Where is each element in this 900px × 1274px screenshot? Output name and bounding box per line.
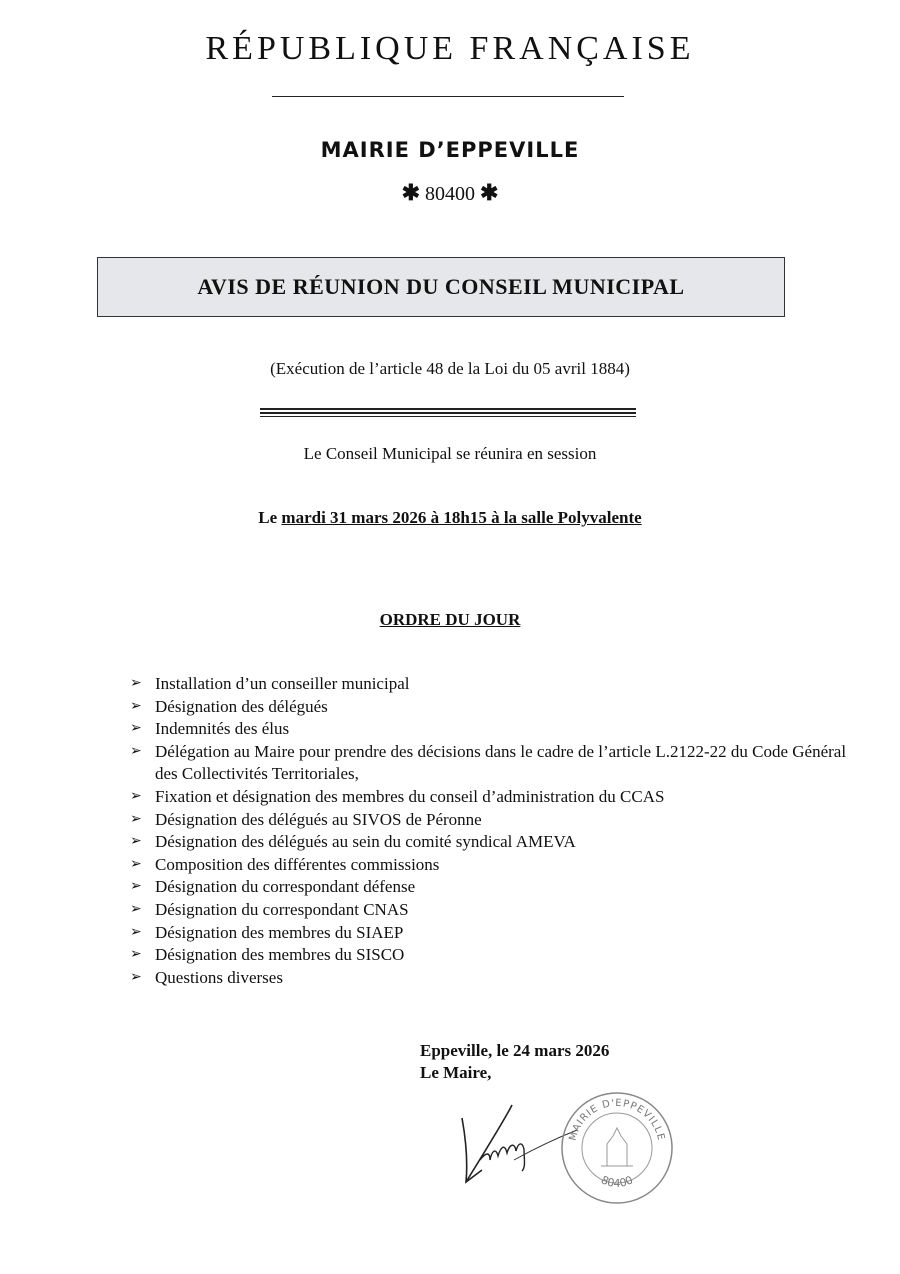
agenda-list xyxy=(130,673,850,989)
postcode: 80400 xyxy=(425,183,475,205)
arrow-bullet-icon: ➢ xyxy=(130,834,142,850)
agenda-item-text: Indemnités des élus xyxy=(155,719,290,739)
svg-text:80400 xyxy=(599,1173,635,1190)
mairie-stamp xyxy=(557,1088,677,1208)
stamp-text-bottom: 80400 xyxy=(598,1173,636,1190)
postcode-line xyxy=(0,180,900,206)
arrow-bullet-icon: ➢ xyxy=(130,743,142,759)
arrow-bullet-icon: ➢ xyxy=(130,901,142,917)
agenda-item-text: Composition des différentes commissions xyxy=(155,854,440,874)
ordre-du-jour-heading: ORDRE DU JOUR xyxy=(379,610,521,629)
agenda-item xyxy=(130,696,850,719)
agenda-item xyxy=(130,809,850,832)
double-divider xyxy=(260,408,636,418)
agenda-item xyxy=(130,741,850,786)
arrow-bullet-icon: ➢ xyxy=(130,879,142,895)
agenda-item-text: Désignation du correspondant défense xyxy=(155,877,416,897)
agenda-item xyxy=(130,831,850,854)
document-title: AVIS DE RÉUNION DU CONSEIL MUNICIPAL xyxy=(197,274,685,299)
arrow-bullet-icon: ➢ xyxy=(130,811,142,827)
agenda-item xyxy=(130,922,850,945)
agenda-item-text: Désignation des délégués au SIVOS de Péronne xyxy=(155,809,482,829)
agenda-item-text: Désignation des délégués au sein du comité syndical AMEVA xyxy=(155,832,576,852)
arrow-bullet-icon: ➢ xyxy=(130,788,142,804)
title-box xyxy=(97,257,785,317)
session-text: Le Conseil Municipal se réunira en session xyxy=(303,444,597,463)
star-icon: ✱ xyxy=(401,180,420,205)
arrow-bullet-icon: ➢ xyxy=(130,856,142,872)
arrow-bullet-icon: ➢ xyxy=(130,947,142,963)
agenda-item xyxy=(130,854,850,877)
header-divider xyxy=(272,96,624,97)
arrow-bullet-icon: ➢ xyxy=(130,924,142,940)
agenda-item xyxy=(130,673,850,696)
agenda-item xyxy=(130,967,850,990)
agenda-item xyxy=(130,718,850,741)
date-prefix: Le xyxy=(258,508,282,527)
star-icon: ✱ xyxy=(480,180,499,205)
agenda-item-text: Désignation des membres du SISCO xyxy=(155,945,405,965)
execution-note: (Exécution de l’article 48 de la Loi du 05 avril 1884) xyxy=(270,359,630,378)
agenda-item-text: Fixation et désignation des membres du conseil d’administration du CCAS xyxy=(155,786,665,806)
agenda-item xyxy=(130,876,850,899)
meeting-date-line xyxy=(0,508,900,528)
agenda-item xyxy=(130,899,850,922)
meeting-date: mardi 31 mars 2026 à 18h15 à la salle Polyvalente xyxy=(281,508,642,527)
arrow-bullet-icon: ➢ xyxy=(130,698,142,714)
signature-block xyxy=(420,1040,609,1084)
republique-francaise-heading: RÉPUBLIQUE FRANÇAISE xyxy=(205,30,695,67)
arrow-bullet-icon: ➢ xyxy=(130,721,142,737)
arrow-bullet-icon: ➢ xyxy=(130,676,142,691)
stamp-text-top: MAIRIE D'EPPEVILLE xyxy=(567,1097,667,1143)
agenda-item xyxy=(130,786,850,809)
agenda-item-text: Désignation du correspondant CNAS xyxy=(155,899,409,919)
mairie-name: MAIRIE D’EPPEVILLE xyxy=(320,138,580,162)
arrow-bullet-icon: ➢ xyxy=(130,969,142,985)
agenda-item-text: Désignation des membres du SIAEP xyxy=(155,922,404,942)
agenda-item-text: Installation d’un conseiller municipal xyxy=(155,674,410,693)
agenda-item-text: Questions diverses xyxy=(155,967,283,987)
place-date: Eppeville, le 24 mars 2026 xyxy=(420,1041,610,1060)
agenda-item-text: Désignation des délégués xyxy=(155,696,328,716)
agenda-item xyxy=(130,944,850,967)
signatory-role: Le Maire, xyxy=(420,1063,492,1082)
agenda-item-text: Délégation au Maire pour prendre des décisions dans le cadre de l’article L.2122-22 du Code Général des Collectivités Territoriales, xyxy=(155,741,847,784)
